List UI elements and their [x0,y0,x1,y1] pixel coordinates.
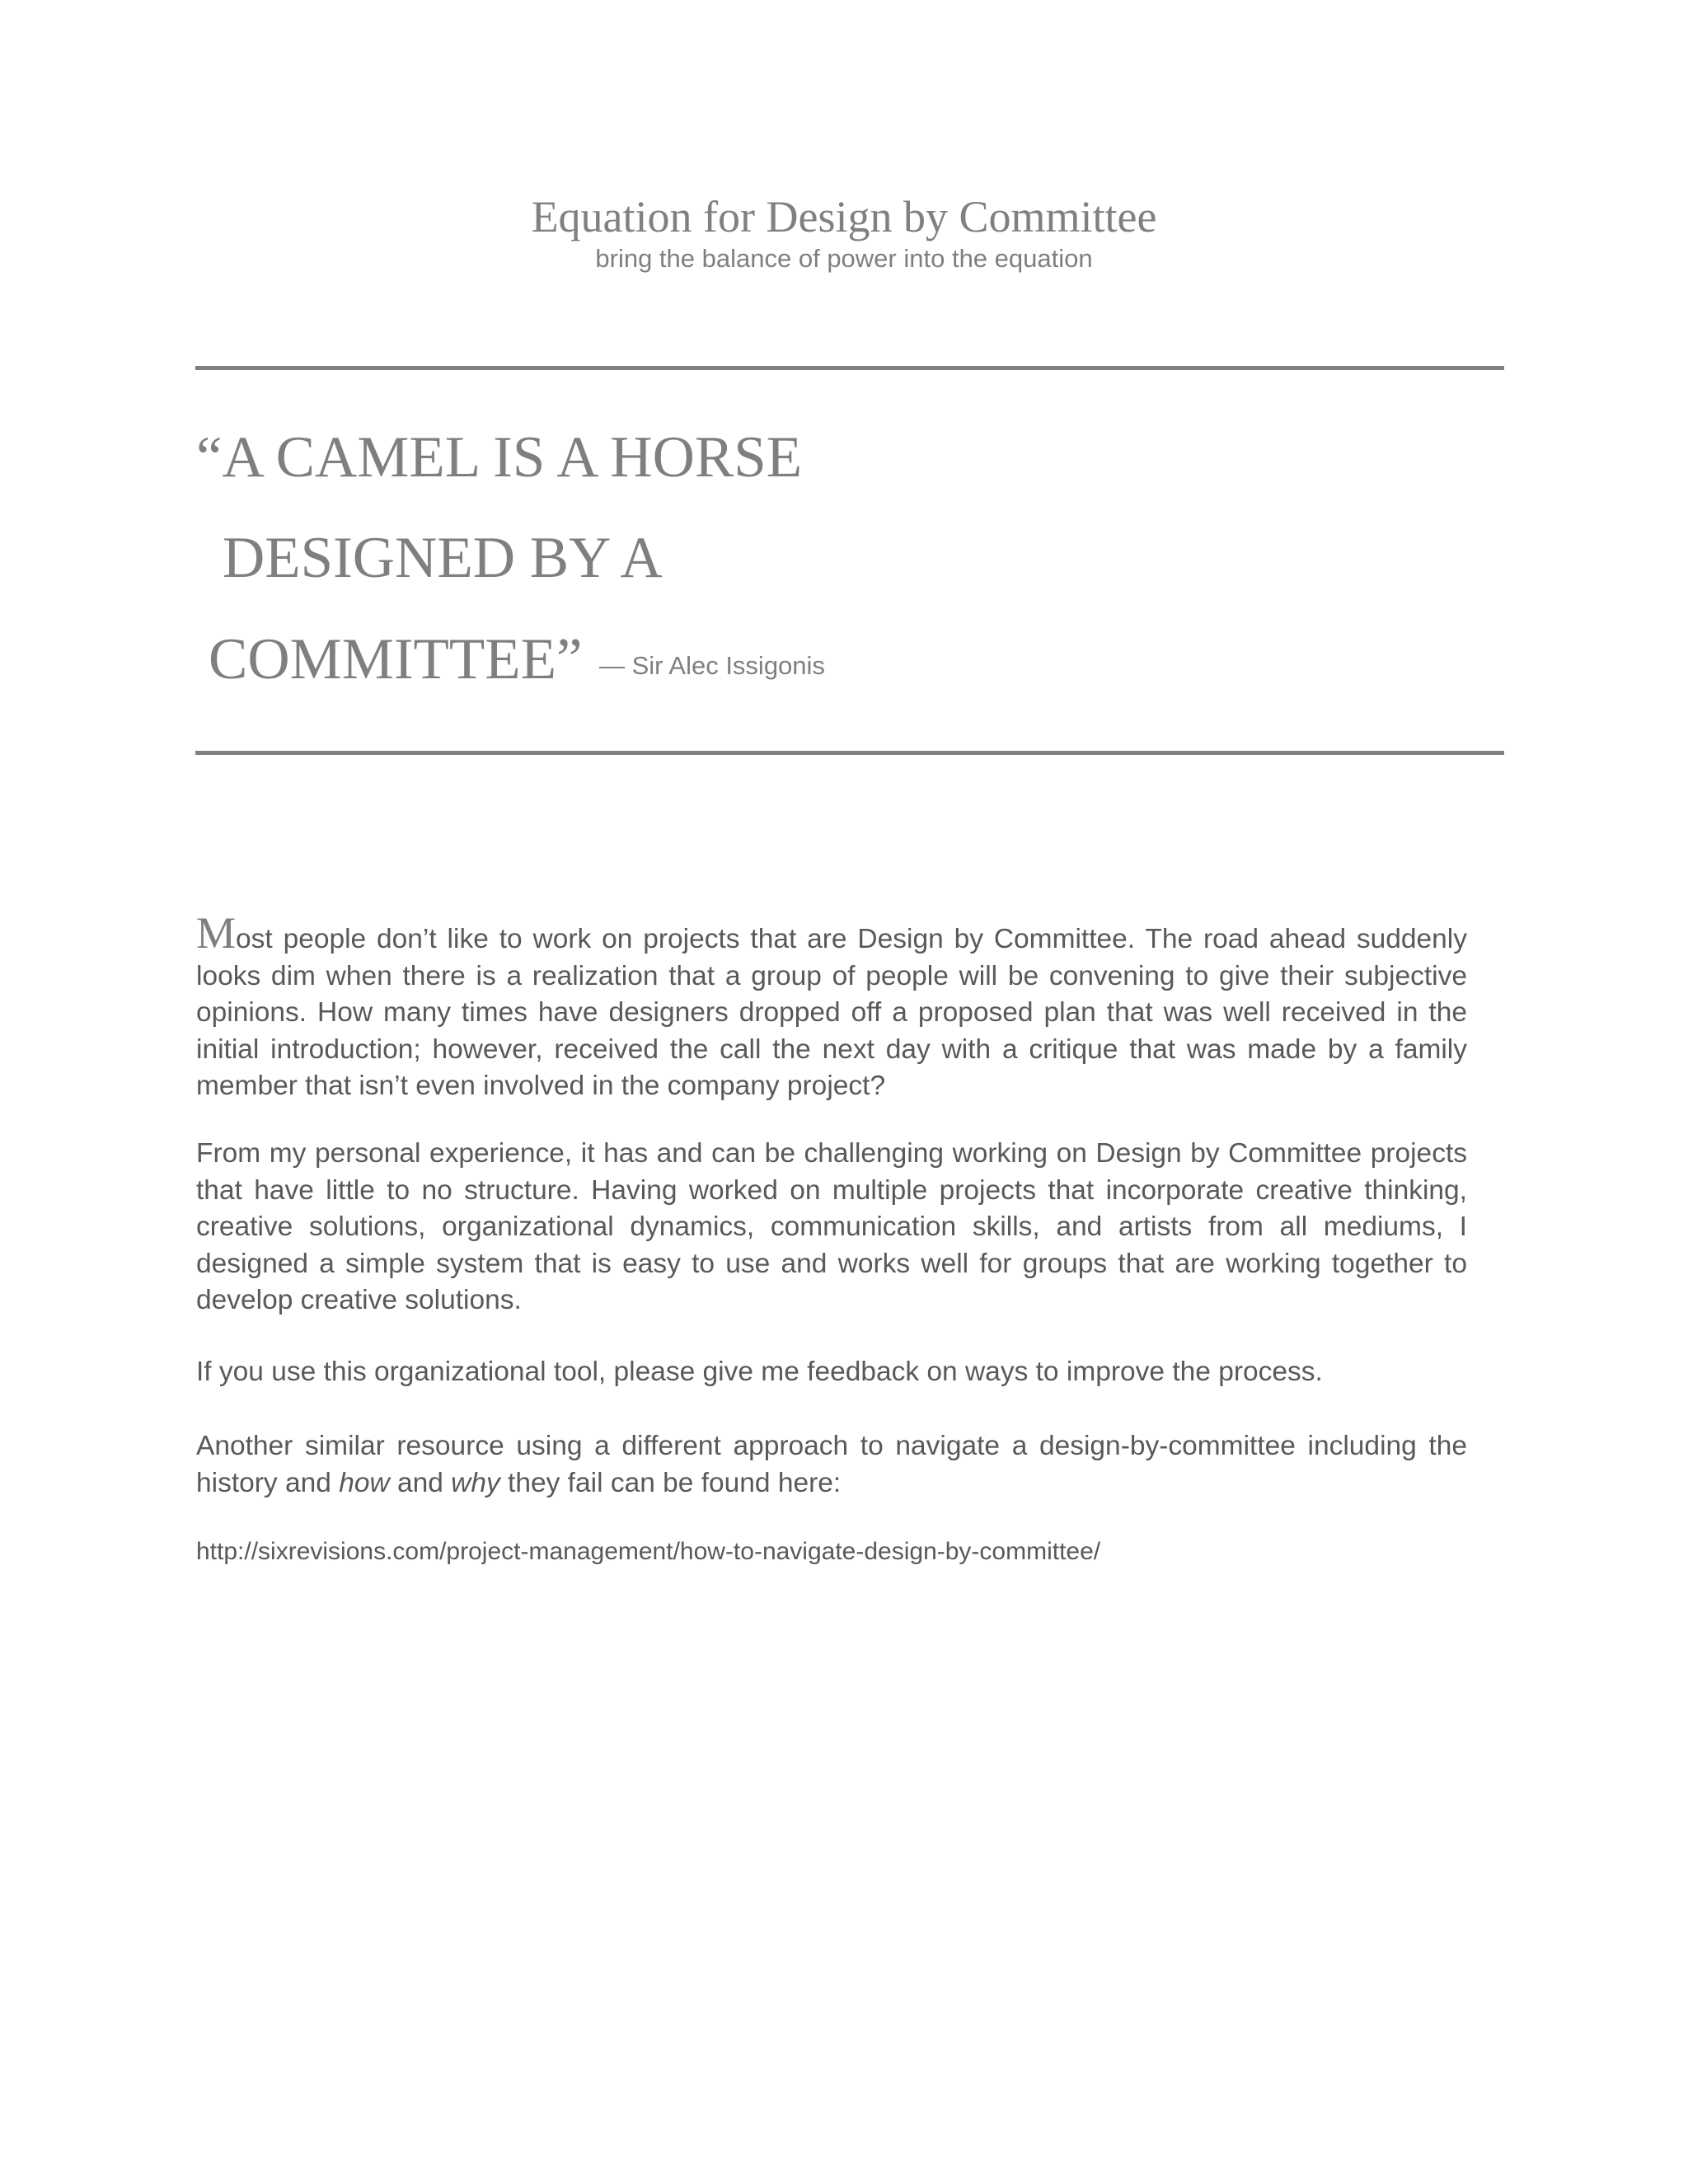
paragraph-feedback: If you use this organizational tool, please give me feedback on ways to improve the process. [196,1357,1323,1387]
paragraph-experience: From my personal experience, it has and can be challenging working on Design by Committee projects that have little to no structure. Having worked on multiple projects that incorporate creative thinking, creative solutions, organizational dynamics, communication skills, and artists from all mediums, I designed a simple system that is easy to use and works well for groups that are working together to develop creative solutions. [196,1138,1467,1315]
quote-attribution: — Sir Alec Issigonis [599,651,825,680]
resource-text-a: Another similar resource using a different approach to navigate a design-by-committee including the history and [196,1431,1467,1498]
paragraph-resource [196,1428,1467,1502]
resource-why: why [451,1467,500,1498]
resource-text-b: they fail can be found here: [499,1467,842,1498]
drop-cap: M [196,908,237,958]
document-header [0,191,1688,275]
paragraph-intro [196,908,1467,1105]
quote-line-2: DESIGNED BY A [223,526,663,590]
document-subtitle: bring the balance of power into the equation [595,244,1093,273]
resource-link[interactable]: http://sixrevisions.com/project-management/how-to-navigate-design-by-committee/ [196,1538,1101,1565]
bottom-divider [195,751,1504,755]
document-title: Equation for Design by Committee [531,192,1157,241]
top-divider [195,366,1504,370]
paragraph-intro-text: ost people don’t like to work on projects that are Design by Committee. The road ahead suddenly looks dim when there is a realization that a group of people will be convening to give their subjective opinions. How many times have designers dropped off a proposed plan that was well received in the initial introduction; however, received the call the next day with a critique that was made by a family member that isn’t even involved in the company project? [196,924,1467,1101]
resource-and: and [389,1467,452,1498]
quote-line-3: COMMITTEE” [209,627,583,691]
resource-how: how [339,1467,390,1498]
quote-line-1: “A CAMEL IS A HORSE [196,425,803,490]
